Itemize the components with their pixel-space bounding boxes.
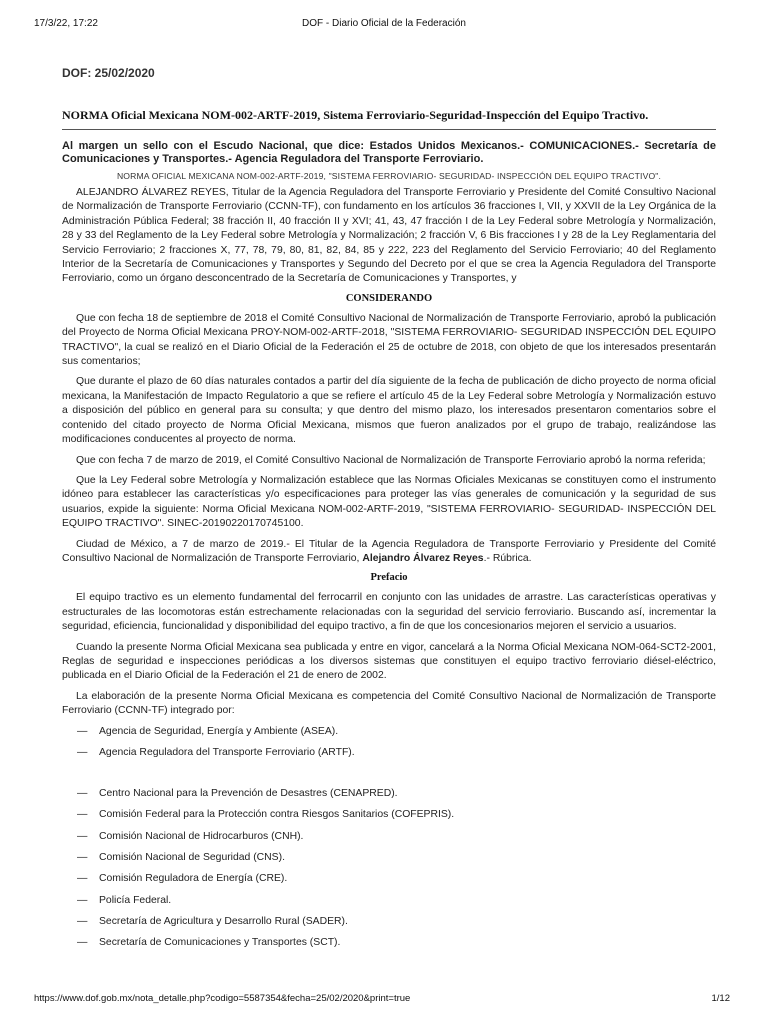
signature-name: Alejandro Álvarez Reyes [362, 552, 484, 564]
member-name: Centro Nacional para la Prevención de Desastres (CENAPRED). [99, 788, 398, 800]
list-item [62, 872, 716, 893]
dash-bullet: — [77, 937, 88, 949]
print-footer [0, 993, 768, 1009]
prefacio-paragraph-3: La elaboración de la presente Norma Oficial Mexicana es competencia del Comité Consultivo Nacional de Normalización de Transporte Ferroviario (CCNN-TF) integrado por: [62, 690, 716, 717]
margin-note: Al margen un sello con el Escudo Nacional, que dice: Estados Unidos Mexicanos.- COMUNICACIONES.- Secretaría de Comunicaciones y Transportes.- Agencia Reguladora del Transporte Ferroviario. [62, 140, 716, 165]
member-name: Comisión Federal para la Protección contra Riesgos Sanitarios (COFEPRIS). [99, 809, 455, 821]
prefacio-heading: Prefacio [370, 572, 408, 584]
list-item [62, 851, 716, 872]
dash-bullet: — [77, 830, 88, 842]
dash-bullet: — [77, 725, 88, 737]
norma-title: NORMA Oficial Mexicana NOM-002-ARTF-2019, Sistema Ferroviario-Seguridad-Inspección del Equipo Tractivo. [62, 108, 716, 130]
list-item [62, 915, 716, 936]
document-body [62, 66, 716, 958]
considerando-heading: CONSIDERANDO [345, 292, 433, 304]
norma-caption: NORMA OFICIAL MEXICANA NOM-002-ARTF-2019, "SISTEMA FERROVIARIO- SEGURIDAD- INSPECCIÓN DEL EQUIPO TRACTIVO". [116, 171, 662, 181]
member-name: Secretaría de Comunicaciones y Transportes (SCT). [99, 937, 341, 949]
committee-members-list [62, 725, 716, 768]
list-item [62, 787, 716, 808]
prefacio-paragraph-2: Cuando la presente Norma Oficial Mexicana sea publicada y entre en vigor, cancelará a la Norma Oficial Mexicana NOM-064-SCT2-2001, Reglas de seguridad e inspecciones periódicas a los diversos sistemas que constituyen el equipo tractivo ferroviario diésel-eléctrico, publicada en el Diario Oficial de la Federación el 21 de enero de 2002. [62, 641, 716, 682]
dash-bullet: — [77, 746, 88, 758]
committee-members-list-continued [62, 787, 716, 957]
dash-bullet: — [77, 873, 88, 885]
member-name: Policía Federal. [99, 894, 172, 906]
intro-paragraph: ALEJANDRO ÁLVAREZ REYES, Titular de la Agencia Reguladora del Transporte Ferroviario y Presidente del Comité Consultivo Nacional de Normalización de Transporte Ferroviario (CCNN-TF), con fundamento en los artículos 36 fracciones I, VII, y XXVII de la Ley Orgánica de la Administración Pública Federal; 38 fracción II, 40 fracción II y XVI; 41, 43, 47 fracción I de la Ley Federal sobre Metrología y Normalización, 28 y 33 del Reglamento de la Ley Federal sobre Metrología y Normalización; 2 fracción V, 6 Bis fracciones I y 28 de la Ley Reglamentaria del Servicio Ferroviario; 2 fracciones X, 77, 78, 79, 80, 81, 82, 84, 85 y 222, 223 del Reglamento del Servicio Ferroviario; 40 del Reglamento Interior de la Secretaría de Comunicaciones y Transportes y Segundo del Decreto por el que se crea la Agencia Reguladora del Transporte Ferroviario, como un órgano desconcentrado de la Secretaría de Comunicaciones y Transportes, y [62, 187, 716, 285]
page-number: 1/12 [711, 993, 730, 1004]
dash-bullet: — [77, 894, 88, 906]
signature-text: Ciudad de México, a 7 de marzo de 2019.- El Titular de la Agencia Reguladora de Transporte Ferroviario y Presidente del Comité Consultivo Nacional de Normalización de Transporte Ferroviario, [62, 538, 716, 564]
list-item [62, 830, 716, 851]
member-name: Comisión Nacional de Hidrocarburos (CNH). [99, 830, 304, 842]
list-spacer [62, 767, 716, 787]
signature-suffix: .- Rúbrica. [483, 552, 532, 564]
list-item [62, 746, 716, 767]
list-item [62, 725, 716, 746]
print-page-title: DOF - Diario Oficial de la Federación [302, 18, 466, 29]
page-url: https://www.dof.gob.mx/nota_detalle.php?codigo=5587354&fecha=25/02/2020&print=true [34, 993, 411, 1004]
print-datetime: 17/3/22, 17:22 [34, 18, 98, 29]
dash-bullet: — [77, 788, 88, 800]
dash-bullet: — [77, 852, 88, 864]
member-name: Comisión Reguladora de Energía (CRE). [99, 873, 288, 885]
considerando-paragraph-2: Que durante el plazo de 60 días naturales contados a partir del día siguiente de la fecha de publicación de dicho proyecto de norma oficial mexicana, la Manifestación de Impacto Regulatorio a que se refiere el artículo 45 de la Ley Federal sobre Metrología y Normalización estuvo a disposición del público en general para su consulta; y que dentro del mismo plazo, los interesados presentaron comentarios sobre el contenido del citado proyecto de Norma Oficial Mexicana, mismos que fueron analizados por el grupo de trabajo, realizándose las modificaciones conducentes al proyecto de norma. [62, 376, 716, 446]
considerando-paragraph-3: Que con fecha 7 de marzo de 2019, el Comité Consultivo Nacional de Normalización de Transporte Ferroviario aprobó la norma referida; [76, 454, 706, 466]
dash-bullet: — [77, 809, 88, 821]
dash-bullet: — [77, 915, 88, 927]
list-item [62, 808, 716, 829]
member-name: Comisión Nacional de Seguridad (CNS). [99, 852, 285, 864]
list-item [62, 936, 716, 957]
member-name: Secretaría de Agricultura y Desarrollo Rural (SADER). [99, 915, 348, 927]
member-name: Agencia Reguladora del Transporte Ferroviario (ARTF). [99, 746, 355, 758]
member-name: Agencia de Seguridad, Energía y Ambiente (ASEA). [99, 725, 339, 737]
print-header [0, 12, 768, 28]
considerando-paragraph-1: Que con fecha 18 de septiembre de 2018 el Comité Consultivo Nacional de Normalización de Transporte Ferroviario, aprobó la publicación del Proyecto de Norma Oficial Mexicana PROY-NOM-002-ARTF-2018, "SISTEMA FERROVIARIO- SEGURIDAD INSPECCIÓN DEL EQUIPO TRACTIVO", la cual se realizó en el Diario Oficial de la Federación el 25 de octubre de 2018, con objeto de que los interesados presentarán sus comentarios; [62, 312, 716, 368]
prefacio-paragraph-1: El equipo tractivo es un elemento fundamental del ferrocarril en conjunto con las unidades de arrastre. Las características operativas y estructurales de las locomotoras están estrechamente relacionadas con la seguridad del servicio ferroviario. Buscando así, incrementar la seguridad, eficiencia, funcionalidad y disponibilidad del equipo tractivo, a fin de que los concesionarios mejoren el servicio a usuarios. [62, 592, 716, 633]
dof-date: DOF: 25/02/2020 [62, 66, 155, 80]
signature-paragraph [62, 538, 716, 567]
list-item [62, 894, 716, 915]
considerando-paragraph-4: Que la Ley Federal sobre Metrología y Normalización establece que las Normas Oficiales Mexicanas se constituyen como el instrumento idóneo para establecer las características y/o especificaciones para proteger las vías generales de comunicación y la seguridad de sus usuarios, expide la siguiente: Norma Oficial Mexicana NOM-002-ARTF-2019, "SISTEMA FERROVIARIO- SEGURIDAD- INSPECCIÓN DEL EQUIPO TRACTIVO". SINEC-20190220170745100. [62, 474, 716, 530]
